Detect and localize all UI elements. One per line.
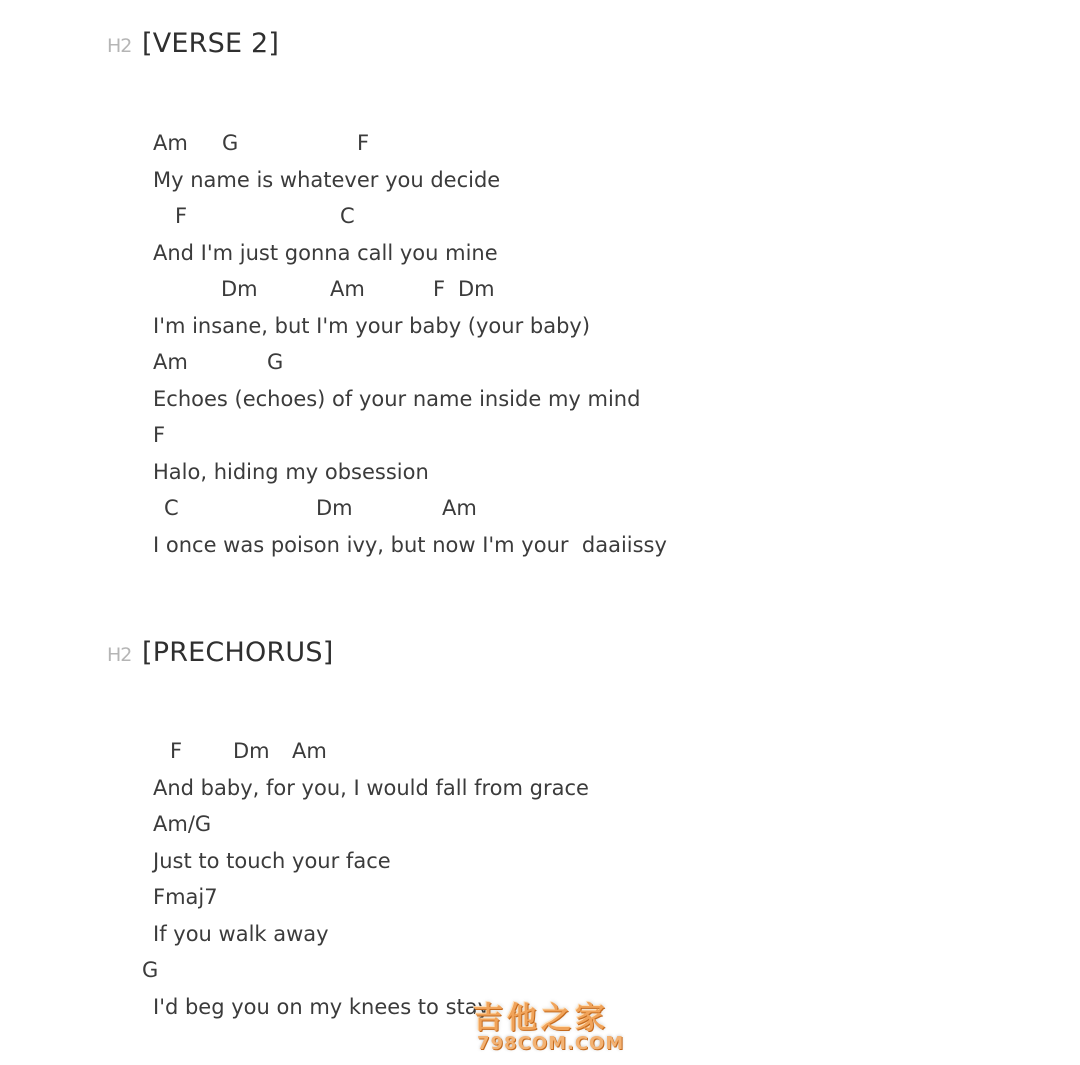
chord: G xyxy=(267,350,284,374)
chord: Dm xyxy=(233,739,270,763)
chord: F xyxy=(357,131,370,155)
chord: F xyxy=(433,277,446,301)
chord: G xyxy=(142,958,159,982)
chord-line xyxy=(0,956,700,984)
chord-line xyxy=(0,494,700,522)
heading-level-marker: H2 xyxy=(107,35,132,57)
section-title: [VERSE 2] xyxy=(142,28,280,59)
lyric-line: And I'm just gonna call you mine xyxy=(153,241,498,265)
lyric-line: Just to touch your face xyxy=(153,849,391,873)
chord: Am xyxy=(442,496,477,520)
section-title: [PRECHORUS] xyxy=(142,637,334,668)
chord: Am xyxy=(153,131,188,155)
lyric-line: Echoes (echoes) of your name inside my mind xyxy=(153,387,641,411)
chord: C xyxy=(340,204,355,228)
section-heading-verse-2 xyxy=(107,28,279,68)
lyric-line: I'd beg you on my knees to stay xyxy=(153,995,491,1019)
watermark-site-text: 798COM.COM xyxy=(477,1033,625,1054)
heading-level-marker: H2 xyxy=(107,644,132,666)
chord-line xyxy=(0,421,700,449)
chord: Dm xyxy=(221,277,258,301)
chord-line xyxy=(0,348,700,376)
chord-line xyxy=(0,129,700,157)
chord: G xyxy=(222,131,239,155)
section-heading-prechorus xyxy=(107,637,333,677)
chord: Am xyxy=(330,277,365,301)
chord: Am xyxy=(292,739,327,763)
chord-line xyxy=(0,883,700,911)
chord: F xyxy=(175,204,188,228)
chord: Dm xyxy=(458,277,495,301)
chord-line xyxy=(0,810,700,838)
chord: F xyxy=(153,423,166,447)
chord-line xyxy=(0,275,700,303)
chord: Fmaj7 xyxy=(153,885,218,909)
lyric-line: And baby, for you, I would fall from grace xyxy=(153,776,589,800)
lyric-line: If you walk away xyxy=(153,922,329,946)
lyric-line: Halo, hiding my obsession xyxy=(153,460,429,484)
chord-line xyxy=(0,737,700,765)
chord: C xyxy=(164,496,179,520)
chord-line xyxy=(0,202,700,230)
lyric-line: I once was poison ivy, but now I'm your daaiissy xyxy=(153,533,667,557)
chord: Am xyxy=(153,350,188,374)
lyric-line: My name is whatever you decide xyxy=(153,168,501,192)
chord: F xyxy=(170,739,183,763)
chord: Am/G xyxy=(153,812,212,836)
lyric-line: I'm insane, but I'm your baby (your baby) xyxy=(153,314,591,338)
watermark-logo xyxy=(473,993,623,1063)
chord: Dm xyxy=(316,496,353,520)
watermark-main-text: 吉他之家 xyxy=(473,1001,609,1036)
